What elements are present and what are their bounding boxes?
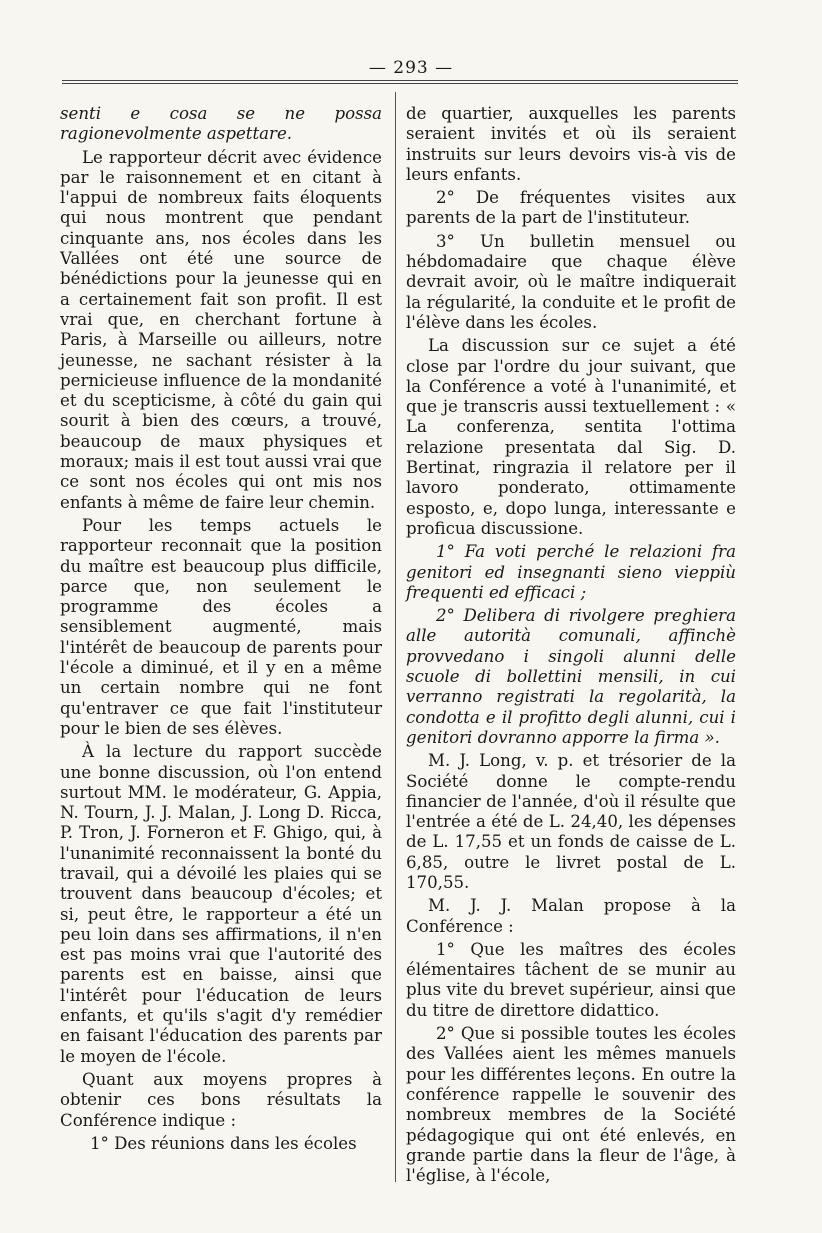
list-item: 3° Un bulletin mensuel ou hébdomadaire que chaque élève devrait avoir, où le maître indiquerait la régularité, la conduite et le profit de l'élève dans les écoles. bbox=[406, 231, 736, 332]
list-item: 2° Delibera di rivolgere preghiera alle autorità comunali, affinchè provvedano i singoli alunni delle scuole di bollettini mensili, in cui verranno registrati la regolarità, la condotta e il profitto degli alunni, cui i genitori dovranno apporre la firma ». bbox=[406, 606, 736, 747]
paragraph: M. J. Long, v. p. et trésorier de la Société donne le compte-rendu financier de l'année, d'où il résulte que l'entrée a été de L. 24,40, les dépenses de L. 17,55 et un fonds de caisse de L. 6,85, outre le livret postal de L. 170,55. bbox=[406, 751, 736, 892]
list-item: 1° Fa voti perché le relazioni fra genitori ed insegnanti sieno vieppiù frequenti ed efficaci ; bbox=[406, 542, 736, 602]
page-number: — 293 — bbox=[368, 58, 454, 78]
header-rule bbox=[62, 80, 738, 84]
left-column bbox=[60, 104, 382, 1157]
list-item: 1° Que les maîtres des écoles élémentaires tâchent de se munir au plus vite du brevet supérieur, ainsi que du titre de direttore didattico. bbox=[406, 939, 736, 1020]
paragraph: À la lecture du rapport succède une bonne discussion, où l'on entend surtout MM. le modérateur, G. Appia, N. Tourn, J. J. Malan, J. Long D. Ricca, P. Tron, J. Forneron et F. Ghigo, qui, à l'unanimité reconnaissent la bonté du travail, qui a dévoilé les plaies qui se trouvent dans beaucoup d'écoles; et si, peut être, le rapporteur a été un peu loin dans ses affirmations, il n'en est pas moins vrai que l'autorité des parents est en baisse, ainsi que l'intérêt pour l'éducation de leurs enfants, et qu'ils s'agit d'y remédier en faisant l'éducation des parents par le moyen de l'école. bbox=[60, 742, 382, 1066]
right-column bbox=[406, 104, 736, 1189]
paragraph: senti e cosa se ne possa ragionevolmente aspettare. bbox=[60, 104, 382, 144]
list-item: 1° Des réunions dans les écoles bbox=[90, 1133, 357, 1153]
paragraph: La discussion sur ce sujet a été close par l'ordre du jour suivant, que la Conférence a voté à l'unanimité, et que je transcris aussi textuellement : « La conferenza, sentita l'ottima relazione presentata dal Sig. D. Bertinat, ringrazia il relatore per il lavoro ponderato, ottimamente esposto, e, dopo lunga, interessante e proficua discussione. bbox=[406, 336, 736, 538]
column-divider bbox=[395, 92, 396, 1182]
paragraph: M. J. J. Malan propose à la Conférence : bbox=[406, 896, 736, 936]
paragraph: Quant aux moyens propres à obtenir ces bons résultats la Conférence indique : bbox=[60, 1069, 382, 1130]
paragraph: Pour les temps actuels le rapporteur reconnait que la position du maître est beaucoup plus difficile, parce que, non seulement le programme des écoles a sensiblement augmenté, mais l'intérêt de beaucoup de parents pour l'école a diminué, et il y en a même un certain nombre qui ne font qu'entraver ce que fait l'instituteur pour le bien de ses élèves. bbox=[60, 515, 382, 738]
paragraph: Le rapporteur décrit avec évidence par le raisonnement et en citant à l'appui de nombreux faits éloquents qui nous montrent que pendant cinquante ans, nos écoles dans les Vallées ont été une source de bénédictions pour la jeunesse qui en a certainement fait son profit. Il est vrai que, en cherchant fortune à Paris, à Marseille ou ailleurs, notre jeunesse, ne sachant résister à la pernicieuse influence de la mondanité et du scepticisme, à côté du gain qui sourit à bien des cœurs, a trouvé, beaucoup de maux physiques et moraux; mais il est tout aussi vrai que ce sont nos écoles qui ont mis nos enfants à même de faire leur chemin. bbox=[60, 147, 382, 512]
paragraph: de quartier, auxquelles les parents seraient invités et où ils seraient instruits sur leurs devoirs vis-à vis de leurs enfants. bbox=[406, 104, 736, 184]
list-item: 2° Que si possible toutes les écoles des Vallées aient les mêmes manuels pour les différentes leçons. En outre la conférence rappelle le souvenir des nombreux membres de la Société pédagogique qui ont été enlevés, en grande partie dans la fleur de l'âge, à l'église, à l'école, bbox=[406, 1024, 736, 1186]
list-item: 2° De fréquentes visites aux parents de la part de l'instituteur. bbox=[406, 188, 736, 228]
